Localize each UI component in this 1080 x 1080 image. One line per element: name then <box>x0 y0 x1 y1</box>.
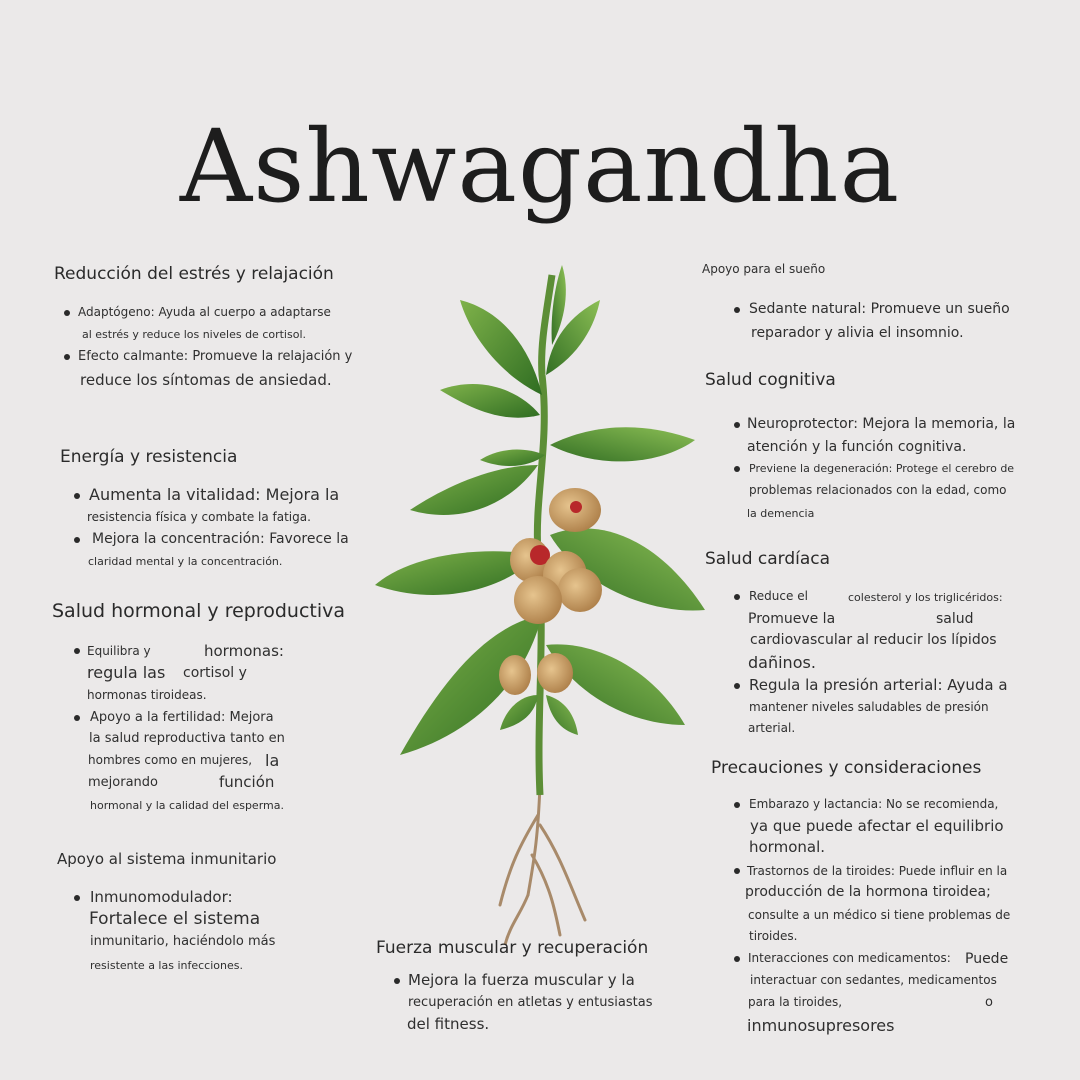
bullet-text: inmunosupresores <box>747 1016 895 1035</box>
bullet-text: Interacciones con medicamentos: <box>748 951 951 965</box>
bullet-text: función <box>219 773 275 791</box>
bullet-text: inmunitario, haciéndolo más <box>90 934 276 949</box>
bullet-text: regula las <box>87 663 166 682</box>
bullet-text: cardiovascular al reducir los lípidos <box>750 632 997 648</box>
section-heading-immune: Apoyo al sistema inmunitario <box>57 850 277 868</box>
section-heading-hormonal: Salud hormonal y reproductiva <box>52 600 346 622</box>
bullet-text: la <box>265 751 280 770</box>
section-heading-sleep: Apoyo para el sueño <box>702 262 826 276</box>
bullet-dot <box>64 310 70 316</box>
bullet-dot <box>734 422 740 428</box>
section-heading-energy: Energía y resistencia <box>60 447 238 467</box>
bullet-text: hormonal y la calidad del esperma. <box>90 799 284 812</box>
bullet-text: hormonal. <box>749 838 826 856</box>
bullet-text: Adaptógeno: Ayuda al cuerpo a adaptarse <box>78 305 331 319</box>
bullet-text: la salud reproductiva tanto en <box>89 731 285 746</box>
bullet-dot <box>394 978 400 984</box>
bullet-text: Trastornos de la tiroides: Puede influir en la <box>747 864 1008 878</box>
bullet-dot <box>734 868 740 874</box>
bullet-text: Neuroprotector: Mejora la memoria, la <box>747 416 1016 432</box>
bullet-text: Puede <box>965 951 1009 967</box>
bullet-text: la demencia <box>747 507 815 520</box>
section-heading-precautions: Precauciones y consideraciones <box>711 758 982 778</box>
bullet-text: reduce los síntomas de ansiedad. <box>80 371 332 389</box>
ashwagandha-plant-illustration <box>360 255 720 945</box>
bullet-text: Aumenta la vitalidad: Mejora la <box>89 485 340 504</box>
bullet-text: ya que puede afectar el equilibrio <box>750 817 1004 835</box>
bullet-dot <box>734 956 740 962</box>
bullet-text: Sedante natural: Promueve un sueño <box>749 301 1010 317</box>
bullet-dot <box>74 895 80 901</box>
bullet-text: cortisol y <box>183 665 247 681</box>
bullet-dot <box>734 466 740 472</box>
bullet-dot <box>74 493 80 499</box>
section-heading-cardiac: Salud cardíaca <box>705 549 831 569</box>
bullet-text: Fortalece el sistema <box>89 909 261 929</box>
bullet-dot <box>734 802 740 808</box>
bullet-dot <box>74 648 80 654</box>
bullet-text: recuperación en atletas y entusiastas <box>408 995 653 1010</box>
bullet-text: problemas relacionados con la edad, como <box>749 483 1007 497</box>
bullet-text: Equilibra y <box>87 644 151 658</box>
bullet-text: interactuar con sedantes, medicamentos <box>750 973 997 987</box>
bullet-text: claridad mental y la concentración. <box>88 555 283 568</box>
bullet-dot <box>74 715 80 721</box>
roots <box>500 785 585 945</box>
bullet-text: arterial. <box>748 721 796 735</box>
bullet-dot <box>734 594 740 600</box>
bullet-text: mantener niveles saludables de presión <box>749 700 989 714</box>
bullet-text: Regula la presión arterial: Ayuda a <box>749 676 1008 694</box>
bullet-text: hormonas: <box>204 642 284 660</box>
bullet-text: Mejora la concentración: Favorece la <box>92 531 349 547</box>
bullet-text: para la tiroides, <box>748 995 843 1009</box>
bullet-text: o <box>985 995 993 1010</box>
bullet-text: resistencia física y combate la fatiga. <box>87 510 311 524</box>
bullet-text: producción de la hormona tiroidea; <box>745 884 991 900</box>
bullet-dot <box>74 537 80 543</box>
bullet-dot <box>734 683 740 689</box>
bullet-text: hombres como en mujeres, <box>88 753 253 767</box>
bullet-text: del fitness. <box>407 1015 490 1033</box>
bullet-text: tiroides. <box>749 929 798 943</box>
bullet-text: resistente a las infecciones. <box>90 959 243 972</box>
bullet-text: Promueve la <box>748 611 836 627</box>
bullet-text: dañinos. <box>748 653 816 672</box>
bullet-text: reparador y alivia el insomnio. <box>751 325 964 341</box>
bullet-text: mejorando <box>88 775 158 790</box>
bullet-text: al estrés y reduce los niveles de cortisol. <box>82 328 307 341</box>
bullet-dot <box>734 307 740 313</box>
section-heading-stress: Reducción del estrés y relajación <box>54 264 334 284</box>
section-heading-cognitive: Salud cognitiva <box>705 370 836 390</box>
bullet-text: Mejora la fuerza muscular y la <box>408 971 635 989</box>
stem <box>537 275 552 795</box>
bullet-text: hormonas tiroideas. <box>87 688 207 702</box>
bullet-text: atención y la función cognitiva. <box>747 439 967 455</box>
bullet-text: consulte a un médico si tiene problemas de <box>748 908 1011 922</box>
bullet-text: Inmunomodulador: <box>90 888 233 906</box>
bullet-text: Efecto calmante: Promueve la relajación y <box>78 349 353 364</box>
section-heading-muscular: Fuerza muscular y recuperación <box>376 938 649 958</box>
bullet-text: Reduce el <box>749 589 808 603</box>
bullet-dot <box>64 354 70 360</box>
bullet-text: Apoyo a la fertilidad: Mejora <box>90 710 274 725</box>
page-title: Ashwagandha <box>179 108 901 225</box>
bullet-text: Previene la degeneración: Protege el cerebro de <box>749 462 1015 475</box>
bullet-text: colesterol y los triglicéridos: <box>848 591 1003 604</box>
bullet-text: salud <box>936 611 974 627</box>
bullet-text: Embarazo y lactancia: No se recomienda, <box>749 797 999 811</box>
